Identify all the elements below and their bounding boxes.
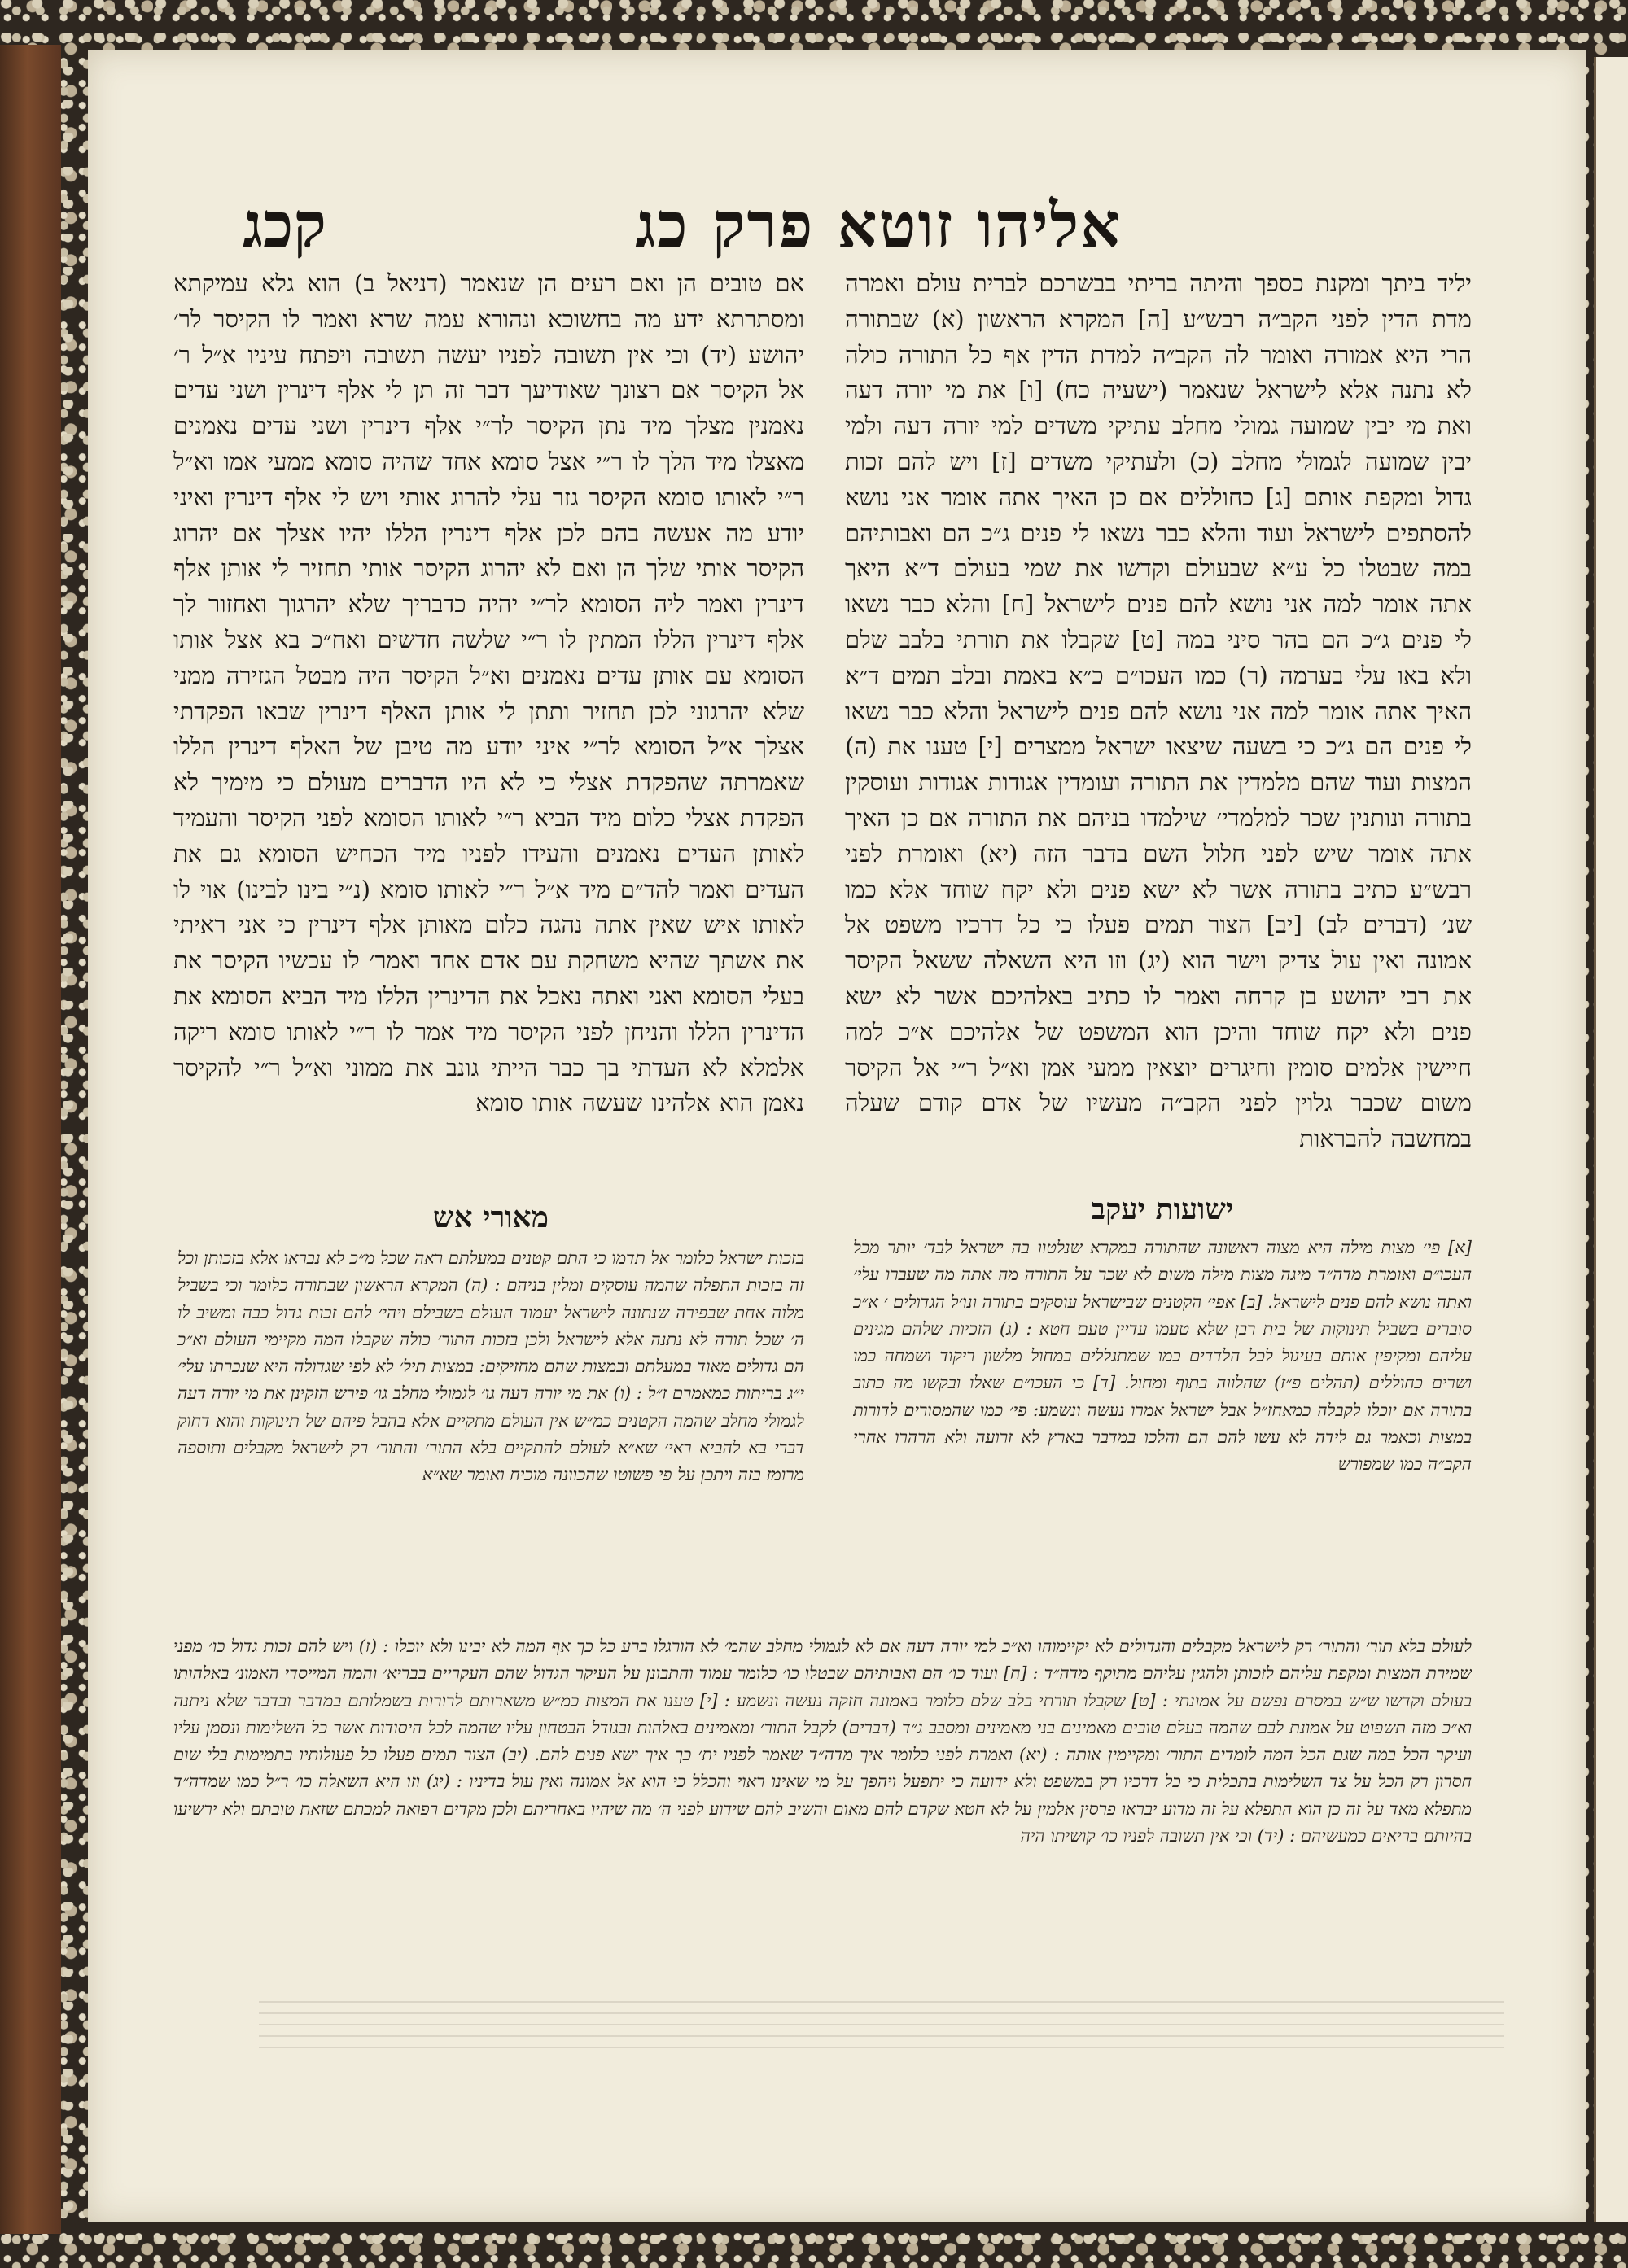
next-page-edge bbox=[1594, 57, 1628, 2222]
commentary-heading-right: ישועות יעקב bbox=[1091, 1192, 1234, 1226]
commentary-full-width: לעולם בלא תור׳ והתור׳ רק לישראל מקבלים והגדולים לא יקיימוהו וא״כ למי יורה דעה אם לא לגמולי מחלב שהמ׳ לא הורגלו ברע כל כך אף המה לא יבינו ולא יוכלו : (ז) ויש להם זכות גדול כו׳ מפני שמירת המצות ומקפת עליהם לזכותן ולהגין עליהם מתוקף מדה״ד : [ח] ועוד כו׳ הם ואבותיהם שבטלו כו׳ כלומר עמוד והתבונן על העיקר הגדול שהם העקריים בבריא׳ והמה המייסדי האמונ׳ באלהותו בעולם וקדשו ש״ש במסרם נפשם על אמונתי : [ט] שקבלו תורתי בלב שלם כלומר באמונה חזקה נעשה ונשמע : [י] טענו את המצות כמ״ש משארותם לרורות בשמלותם במדבר ובדבר שלא ניתנה וא״כ מזה תשפוט על אמונת לבם שהמה בעלם טובים מאמינים בני מאמינים ומסבב ג״ד (דברים) לקבל התור׳ ומאמינים באלהות ובגודל הבטחון עליו שהמה לכל היסודות אשר כל השלימות ונסמן עליו ועיקר הכל במה שגם הכל המה לומדים התור׳ ומקיימין אותה : (יא) ואמרת לפני כלומר איך מדה״ד שאמר לפניו ית׳ כך איך ישא פנים להם. (יב) הצור תמים פעלו כל פעולותיו בתמימות בלי שום חסרון רק הכל על צד השלימות בתכלית כי כל דרכיו רק במשפט ולא ידועה כי יתפעל ויהפך על מי שאינו ראוי והכלל כי הוא אל אמונה ואין עול בדיניו : (יג) וזו היא השאלה כו׳ ר״ל כמו שמדה״ד מתפלא מאד על זה כן הוא התפלא על זה מדוע יבראו פרסין אלמין על לא חטא שקדם להם מאום והשיב להם שידוע לפני ה׳ מה שיהיו באחריתם ולכן מקדים רפואה למכתם שזאת טובתם ולא ירשיעו בהיותם בריאים כמעשיהם : (יד) וכי אין תשובה לפניו כו׳ קושיתו היה bbox=[173, 1637, 1472, 1846]
bleed-through-text bbox=[259, 1999, 1504, 2048]
running-title: אליהו זוטא פרק כג bbox=[635, 189, 1122, 261]
page-header bbox=[88, 189, 1586, 278]
commentary-left-column: בזכות ישראל כלומר אל תדמו כי התם קטנים במעלתם ראה שכל מ״כ לא נבראו אלא בזכותן וכל זה בזכות התפלה שהמה עוסקים ומלין בניהם : (ה) המקרא הראשון שבתורה כלומר וכי בשביל מלוה אחת שבפירה שנתונה לישראל יעמוד העולם בשבילם ויהי׳ להם זכות גדול כבה ומשיב לו ה׳ שכל תורה לא נתנה אלא לישראל ולכן בזכות התור׳ כולה שקבלו המה מקיימי העולם וא״כ הם גדולים מאוד במעלתם ובמצות שהם מחזיקים: במצות תיל׳ לא לפי שגדולה היא שנכרתו עלי׳ י״ג בריתות כמאמרם ז״ל : (ו) את מי יורה דעה גו׳ לגמולי מחלב גו׳ פירש הזקינן את מי יורה דעה לגמולי מחלב שהמה הקטנים כמ״ש אין העולם מתקיים אלא בהבל פיהם של תינוקות והוא דחוק דברי בא להביא ראי׳ שא״א לעולם להתקיים בלא התור׳ והתור׳ רק לישראל מקבלים ותוספה מרומז בזה ויתכן על פי פשוטו שהכוונה מוכיח ואומר שא״א bbox=[177, 1248, 804, 1485]
leather-spine bbox=[0, 45, 61, 2234]
commentary-heading-left: מאורי אש bbox=[433, 1200, 549, 1235]
main-text-left-column: אם טובים הן ואם רעים הן שנאמר (דניאל ב) הוא גלא עמיקתא ומסתרתא ידע מה בחשוכא ונהורא עמה שרא ואמר לו הקיסר לר׳ יהושע (יד) וכי אין תשובה לפניו יעשה תשובה ויפתח עיניו א״ל ר׳ אל הקיסר אם רצונך שאודיעך דבר זה תן לי אלף דינרין ושני עדים נאמנין מצלך מיד נתן הקיסר לר״י אלף דינרין ושני עדים נאמנים מאצלו מיד הלך לו ר״י אצל סומא אחד שהיה סומא ממעי אמו וא״ל ר״י לאותו סומא הקיסר גזר עלי להרוג אותי ויש לי אלף דינרין ואיני יודע מה אעשה בהם לכן אלף דינרין הללו יהיו אצלך אם יהרוג הקיסר אותי שלך הן ואם לא יהרוג הקיסר אותי תחזיר לי אותן אלף דינרין ואמר ליה הסומא לר״י יהיה כדבריך שלא יהרגוך ואחזור לך אלף דינרין הללו המתין לו ר״י שלשה חדשים ואח״כ בא אצל אותו הסומא עם אותן עדים נאמנים וא״ל הקיסר היה מבטל הגזירה ממני שלא יהרגוני לכן תחזיר ותתן לי אותן האלף דינרין שבאו הפקדתי אצלך א״ל הסומא לר״י איני יודע מה טיבן של האלף דינרין הללו שאמרתה שהפקדת אצלי כי לא היו הדברים מעולם כי מימיך לא הפקדת אצלי כלום מיד הביא ר״י לאותו הסומא לפני הקיסר והעמיד לאותן העדים נאמנים והעידו לפניו מיד הכחיש הסומא גם את העדים ואמר להד״ם מיד א״ל ר״י לאותו סומא (נ״י בינו לבינו) אוי לו לאותו איש שאין אתה נהגה כלום מאותן אלף דינרין כי אני ראיתי את אשתך שהיא משחקת עם אדם אחד ואמר׳ לו עכשיו הקיסר את בעלי הסומא ואני ואתה נאכל את הדינרין הללו מיד הביא הסומא את הדינרין הללו והניחן לפני הקיסר מיד אמר לו ר״י לאותו סומא ריקה אלמלא לא העדתי בך כבר הייתי גונב את ממוני וא״ל ר״י להקיסר נאמן הוא אלהינו שעשה אותו סומא bbox=[173, 269, 804, 1117]
book-page bbox=[88, 50, 1586, 2222]
main-text-right-column: יליד ביתך ומקנת כספך והיתה בריתי בבשרכם לברית עולם ואמרה מדת הדין לפני הקב״ה רבש״ע [ה] המקרא הראשון (א) שבתורה הרי היא אמורה ואומר לה הקב״ה למדת הדין אף כל התורה כולה לא נתנה אלא לישראל שנאמר (ישעיה כח) [ו] את מי יורה דעה ואת מי יבין שמועה גמולי מחלב עתיקי משדים למי יורה דעה ולמי יבין שמועה לגמולי מחלב (כ) ולעתיקי משדים [ז] ויש להם זכות גדול ומקפת אותם [ג] כחוללים אם כן האיך אתה אומר אני נושא להסתפים לישראל ועוד והלא כבר נשאו לי פנים ג״כ הם ואבותיהם במה שבטלו כל ע״א שבעולם וקדשו את שמי בעולם ד״א היאך אתה אומר למה אני נושא להם פנים לישראל [ח] והלא כבר נשאו לי פנים ג״כ הם בהר סיני במה [ט] שקבלו את תורתי בלבב שלם ולא באו עלי בערמה (ר) כמו העכו״ם כ״א באמת ובלב תמים ד״א האיך אתה אומר למה אני נושא להם פנים לישראל והלא כבר נשאו לי פנים הם ג״כ כי בשעה שיצאו ישראל ממצרים [י] טענו את (ה) המצות ועוד שהם מלמדין את התורה ועומדין אגודות אגודות ועוסקין בתורה ונותנין שכר למלמדי׳ שילמדו בניהם את התורה אם כן האיך אתה אומר שיש לפני חלול השם בדבר הזה (יא) ואומרת לפני רבש״ע כתיב בתורה אשר לא ישא פנים ולא יקח שוחד אלא כמו שנ׳ (דברים לב) [יב] הצור תמים פעלו כי כל דרכיו משפט אל אמונה ואין עול צדיק וישר הוא (יג) וזו היא השאלה ששאל הקיסר את רבי יהושע בן קרחה ואמר לו כתיב באלהיכם אשר לא ישא פנים ולא יקח שוחד והיכן הוא המשפט של אלהיכם א״כ למה חיישין אלמים סומין וחיגרים יוצאין ממעי אמן וא״ל ר״י אל הקיסר משום שכבר גלוין לפני הקב״ה מעשיו של אדם קודם שעלה במחשבה להבראות bbox=[845, 269, 1472, 1153]
commentary-right-column: [א] פי׳ מצות מילה היא מצוה ראשונה שהתורה במקרא שנלטוו בה ישראל לבד׳ יותר מכל העכו״ם ואומרת מדה״ד מיגה מצות מילה משום לא שכר על התורה מה אתה מה שעברו עלי׳ ואתה נושא להם פנים לישראל. [ב] אפי׳ הקטנים שבישראל עוסקים בתורה ונו׳ל הגדולים ׳ א״כ סוברים בשביל תינוקות של בית רבן שלא טעמו עדיין טעם חטא : (ג) הזכיות שלהם מגינים עליהם ומקיפין אותם בעיגול לכל הלדדים כמו שמתגללים במחול מלשון ריקוד ושמחה כמו ושרים כחוללים (תהלים פ״ז) שהלווה בתוף ומחול. [ד] כי העכו״ם שאלו ובקשו מה כתוב בתורה אם יוכלו לקבלה כמאחז״ל אבל ישראל אמרו נעשה ונשמע: פי׳ כמו שהמסורים לדורות במצות וכאמר גם לידה לא עשו להם הם והלכו במדבר בארץ לא זרועה ולא הרהרו אחרי הקב״ה כמו שמפורש bbox=[853, 1238, 1472, 1475]
page-number: קכג bbox=[243, 189, 326, 261]
